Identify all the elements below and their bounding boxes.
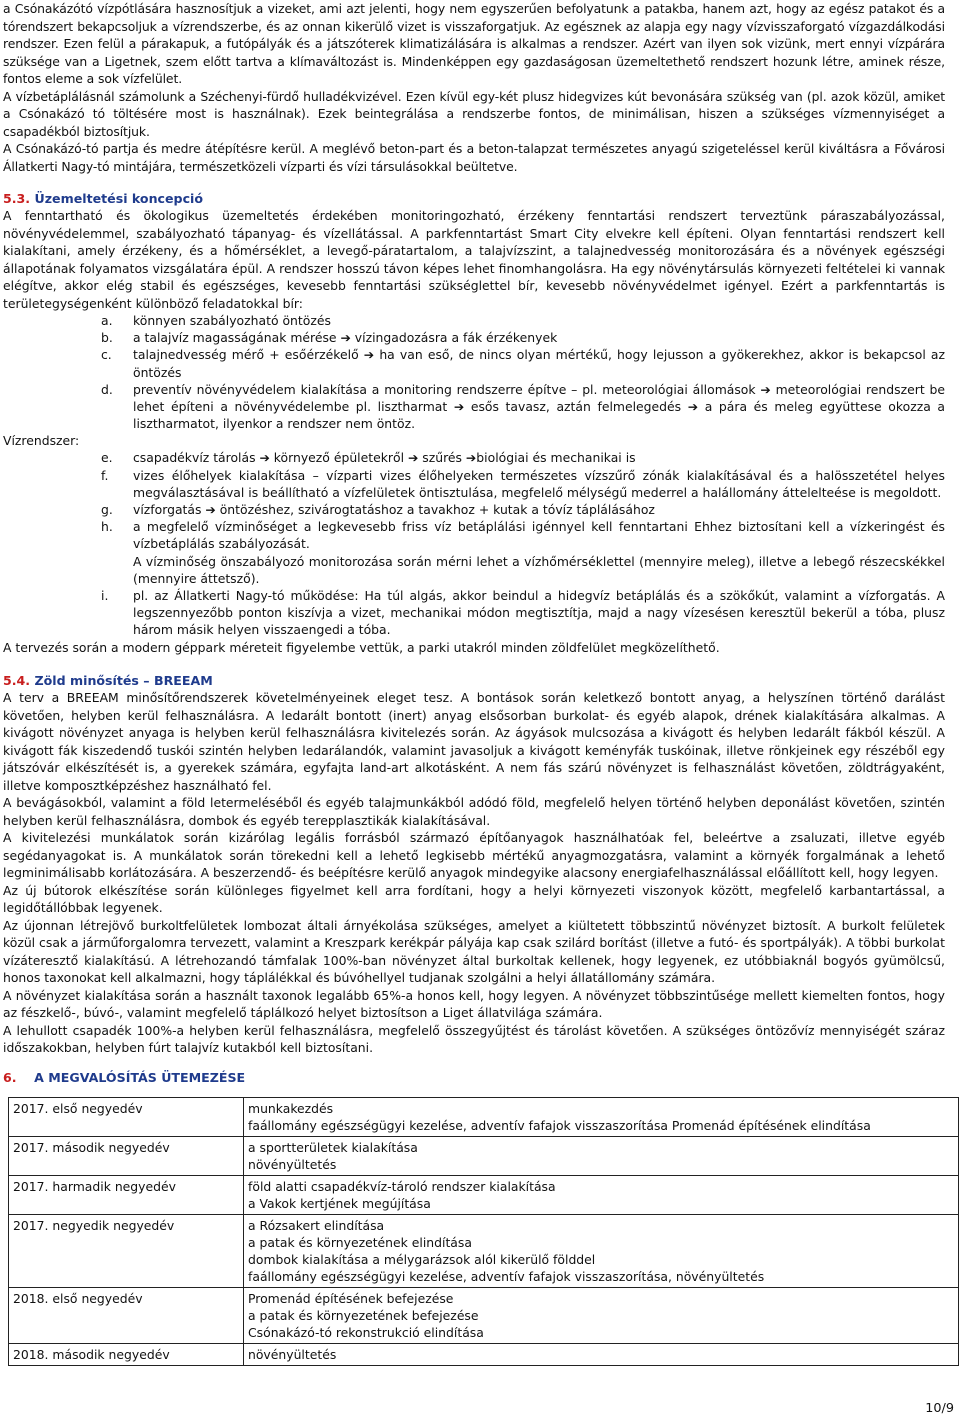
schedule-task: növényültetés xyxy=(248,1156,337,1172)
list-item xyxy=(3,449,945,466)
list-marker: i. xyxy=(101,588,109,604)
schedule-row xyxy=(9,1214,959,1287)
intro-section xyxy=(3,0,945,175)
list-item xyxy=(3,346,945,380)
schedule-task: a patak és környezetének elindítása xyxy=(248,1234,472,1250)
list-item xyxy=(3,587,945,639)
list-item-text: a talajvíz magasságának mérése ➔ vízingadozásra a fák érzékenyek xyxy=(133,330,558,346)
schedule-period: 2017. első negyedév xyxy=(9,1097,244,1136)
list-marker: f. xyxy=(101,467,109,483)
list-marker: g. xyxy=(101,502,113,518)
schedule-tasks xyxy=(244,1097,959,1136)
schedule-task: Csónakázó-tó rekonstrukció elindítása xyxy=(248,1324,484,1340)
schedule-row xyxy=(9,1175,959,1214)
schedule-row xyxy=(9,1343,959,1365)
breeam-section xyxy=(3,689,945,1057)
section-heading-6 xyxy=(3,1070,945,1085)
schedule-task: a Rózsakert elindítása xyxy=(248,1217,385,1233)
maintenance-list xyxy=(3,312,945,432)
section-number: 5.4. xyxy=(3,673,31,689)
schedule-task: növényültetés xyxy=(248,1346,337,1362)
intro-paragraph: A vízbetáplálásnál számolunk a Széchenyi-fürdő hulladékvizével. Ezen kívül egy-két plusz hidegvizes kút bevonására szükség van (pl. azok közül, amiket a Csónakázó tó töltésére most is használnak). Ezek beintegrálása a rendszerbe fontos, de minimálisan, hiszen a szükséges vízmennyiséget a csapadékból biztosítjuk. xyxy=(3,88,945,139)
list-item xyxy=(3,553,945,587)
schedule-period: 2017. negyedik negyedév xyxy=(9,1214,244,1287)
page-number: 10/9 xyxy=(925,1401,954,1416)
section-heading-5-4 xyxy=(3,672,945,689)
document-page xyxy=(3,0,945,1366)
list-marker: a. xyxy=(101,313,113,328)
breeam-paragraph: A lehullott csapadék 100%-a helyben kerül felhasználásra, megfelelő összegyűjtést és tárolást követően. A szükséges öntözővíz mennyiségét száraz időszakokban, helyben fúrt talajvíz kutakból kell biztosítani. xyxy=(3,1022,945,1056)
breeam-paragraph: Az új bútorok elkészítése során különleges figyelmet kell arra fordítani, hogy a helyi környezeti viszonyok között, megfelelő karbantartással, a legidőtállóbbak legyenek. xyxy=(3,882,945,916)
water-system-list xyxy=(3,449,945,638)
list-item xyxy=(3,381,945,433)
list-item-text: vizes élőhelyek kialakítása – vízparti vizes élőhelyeken természetes vízszűrő zónák kialakításával és a halösszetétel helyes megválasztásával is beállítható a vízfelületek öntisztulása, megfelelő mélységű mederrel a halállomány áttelelteése is megoldott. xyxy=(133,467,945,500)
list-item-text: vízforgatás ➔ öntözéshez, szivárogtatáshoz a tavakhoz + kutak a tóvíz táplálásához xyxy=(133,502,655,518)
list-item-text: preventív növényvédelem kialakítása a monitoring rendszerre építve – pl. meteorológiai állomások ➔ meteorológiai rendszert be lehet építeni a növényvédelembe pl. lisztharmat ➔ esős tavasz, aztán felmelegedés ➔ a pára és meleg együttese okozza a lisztharmatot, ilyenkor a rendszer nem öntöz. xyxy=(133,381,945,432)
schedule-task: föld alatti csapadékvíz-tároló rendszer kialakítása xyxy=(248,1178,556,1194)
breeam-paragraph: A bevágásokból, valamint a föld letermeléséből és egyéb talajmunkákból adódó föld, megfelelő helyen történő helyben deponálást követően, szintén helyben kerül felhasználásra, dombok és egyéb terepplasztikák kialakításával. xyxy=(3,795,945,828)
breeam-paragraph: A terv a BREEAM minősítőrendszerek követelményeinek eleget tesz. A bontások során keletkező bontott anyag, a helyszínen történő darálást követően, helyben kerül felhasználásra. A ledarált bontott (inert) anyag elsősorban burkolat- és egyéb alapok, drének kialakítására alkalmas. A kivágott növényzet anyaga is helyben kerül felhasználásra kivitelezés során. Az ágyások mulcsozása a kivágott és helyben ledarált fákból készül. A kivágott fák kiszedendő tuskói szintén helyben ledarálandók, valamint javasoljuk a kivágott keményfák tuskóinak, illetve rönkjeinek egy részéből egy játszóvár elkészítését is, a gyerekek számára, egyfajta land-art alkotásként. A nem fás szárú növényzet is felhasználást követően, zöldtrágyaként, illetve komposztképzéshez használható fel. xyxy=(3,690,945,793)
section-title: Üzemeltetési koncepció xyxy=(34,191,204,206)
schedule-task: Promenád építésének befejezése xyxy=(248,1290,454,1306)
schedule-tasks xyxy=(244,1343,959,1365)
water-system-label: Vízrendszer: xyxy=(3,433,80,449)
list-item xyxy=(3,312,945,329)
schedule-tasks xyxy=(244,1175,959,1214)
schedule-row xyxy=(9,1136,959,1175)
section-title: A MEGVALÓSÍTÁS ÜTEMEZÉSE xyxy=(34,1069,246,1085)
list-item-text: pl. az Állatkerti Nagy-tó működése: Ha túl algás, akkor beindul a hidegvíz betáplálás és a szökőkút, valamint a vízforgatás. A legszennyezőbb ponton kiszívja a vizet, mechanikai módon megtisztítja, majd a nagy vízesésen keresztül bekerül a tóba, plusz három másik helyen visszaengedi a tóba. xyxy=(133,588,945,638)
schedule-tasks xyxy=(244,1136,959,1175)
list-item-text: a megfelelő vízminőséget a legkevesebb friss víz betáplálási igénnyel kell fenntartani Ehhez biztosítani kell a vízkeringést és vízbetáplálás szabályozását. xyxy=(133,519,945,552)
list-marker: d. xyxy=(101,381,113,397)
list-item xyxy=(3,518,945,552)
section-number: 5.3. xyxy=(3,191,31,206)
schedule-task: munkakezdés xyxy=(248,1100,334,1116)
schedule-tasks xyxy=(244,1214,959,1287)
schedule-task: faállomány egészségügyi kezelése, adventív fafajok visszaszorítása Promenád építésének elindítása xyxy=(248,1117,871,1133)
list-item xyxy=(3,467,945,501)
section-body: A fenntartható és ökologikus üzemeltetés érdekében monitoringozható, érzékeny fenntartási rendszert terveztünk páraszabályozással, növényvédelemmel, szabályozható tápanyag- és vízellátással. A parkfenntartást Smart City elvekre kell építeni. Olyan fenntartási rendszert kell kialakítani, amely érzékeny, és a hőmérséklet, a levegő-páratartalom, a talajvízszint, a talajnedvesség monitorozására és a növények egészségi állapotának folyamatos vizsgálatára épül. A rendszer hosszú távon képes lehet finomhangolásra. Ha egy növénytársulás környezeti feltételei ki vannak elégítve, akkor elég stabil és egészséges, kevesebb fenntartási szükséglettel bír, kevesebb növényvédelmet igényel. Ezért a parkfenntartás is területegységenként különböző feladatokkal bír: xyxy=(3,208,945,311)
schedule-task: a patak és környezetének befejezése xyxy=(248,1307,479,1323)
schedule-period: 2018. második negyedév xyxy=(9,1343,244,1365)
list-item-text: talajnedvesség mérő + esőérzékelő ➔ ha van eső, de nincs olyan mértékű, hogy lejusson a gyökerekhez, akkor is bekapcsol az öntözés xyxy=(133,347,945,380)
schedule-table xyxy=(8,1097,959,1366)
breeam-paragraph: A növényzet kialakítása során a használt taxonok legalább 65%-a honos kell, hogy legyen. A növényzet többszintűsége mellett kiemelten fontos, hogy az fészkelő-, búvó-, valamint megfelelő táplálkozó helyet biztosítson a Liget állatvilága számára. xyxy=(3,987,945,1021)
schedule-task: a Vakok kertjének megújítása xyxy=(248,1195,431,1211)
list-marker: h. xyxy=(101,519,113,535)
section-title: Zöld minősítés – BREEAM xyxy=(34,673,213,689)
schedule-row xyxy=(9,1097,959,1136)
breeam-paragraph: Az újonnan létrejövő burkoltfelületek lombozat általi árnyékolása szükséges, amelyet a kiültetett többszintű növényzet biztosít. A burkolt felületek közül csak a járműforgalomra tervezett, valamint a Kreszpark kerékpár pályája kap csak szilárd borítást (illetve a futó- és sportpályák). A többi burkolat vízáteresztő kialakítású. A létrehozandó támfalak 100%-ban növényzet által burkoltak kellenek, hogy legyenek, ez utóbbiaknál bogyós gyümölcsű, honos taxonokat kell alkalmazni, hogy táplálékkal és búvóhellyel tudjanak szolgálni a helyi állatállomány számára. xyxy=(3,917,945,986)
list-marker: c. xyxy=(101,347,112,363)
intro-paragraph: a Csónakázótó vízpótlására hasznosítjuk a vizeket, ami azt jelenti, hogy nem egyszerűen befolyatunk a patakba, hanem azt, hogy az egész patakot és a tórendszert bekapcsoljuk a vízrendszerbe, és az onnan kikerülő vizet is visszaforgatjuk. Az egésznek az alapja egy nagy vízvisszaforgató vízgazdálkodási rendszer. Ezen felül a párakapuk, a futópályák és a játszóterek klimatizálására is alkalmas a rendszer. Azért van ilyen sok vizünk, mert ennyi vízpárára szüksége van a Ligetnek, szem előtt tartva a klímaváltozást is. Mindenképpen egy gazdaságosan üzemeltethető rendszert hozunk létre, aminek része, fontos eleme a sok vízfelület. xyxy=(3,1,945,86)
schedule-period: 2017. harmadik negyedév xyxy=(9,1175,244,1214)
list-marker: b. xyxy=(101,330,113,346)
schedule-row xyxy=(9,1287,959,1343)
breeam-paragraph: A kivitelezési munkálatok során kizárólag legális forrásból származó építőanyagok használhatóak fel, beleértve a zsaluzati, illetve egyéb segédanyagokat is. A munkálatok során törekedni kell a lehető legkisebb mértékű anyagmozgatásra, valamint a környék forgalmának a lehető legminimálisabb korlátozására. A beszerzendő- és beépítésre kerülő anyagok mindegyike alacsony energiafelhasználással előállított kell, hogy legyen. xyxy=(3,830,945,881)
list-item-text: könnyen szabályozható öntözés xyxy=(133,313,331,328)
list-item xyxy=(3,501,945,518)
schedule-period: 2017. második negyedév xyxy=(9,1136,244,1175)
list-item xyxy=(3,329,945,346)
schedule-task: faállomány egészségügyi kezelése, adventív fafajok visszaszorítása, növényültetés xyxy=(248,1268,765,1284)
schedule-task: dombok kialakítása a mélygarázsok alól kikerülő földdel xyxy=(248,1251,596,1267)
section-number: 6. xyxy=(3,1069,17,1085)
list-marker: e. xyxy=(101,450,113,466)
list-item-text: A vízminőség önszabályozó monitorozása során mérni lehet a vízhőmérséklettel (mennyire meleg), illetve a lebegő részecskékkel (mennyire áttetsző). xyxy=(133,553,945,586)
schedule-tasks xyxy=(244,1287,959,1343)
schedule-period: 2018. első negyedév xyxy=(9,1287,244,1343)
schedule-task: a sportterületek kialakítása xyxy=(248,1139,418,1155)
list-item-text: csapadékvíz tárolás ➔ környező épületekről ➔ szűrés ➔biológiai és mechanikai is xyxy=(133,450,636,466)
intro-paragraph: A Csónakázó-tó partja és medre átépítésre kerül. A meglévő beton-part és a beton-talapzat természetes anyagú szigeteléssel kerül kiváltásra a Fővárosi Állatkerti Nagy-tó mintájára, természetközeli vízparti és vízi társulásokkal beültetve. xyxy=(3,141,945,174)
section-heading-5-3 xyxy=(3,190,945,207)
closing-paragraph: A tervezés során a modern géppark méreteit figyelembe vettük, a parki utakról minden zöldfelület megközelíthető. xyxy=(3,639,720,655)
